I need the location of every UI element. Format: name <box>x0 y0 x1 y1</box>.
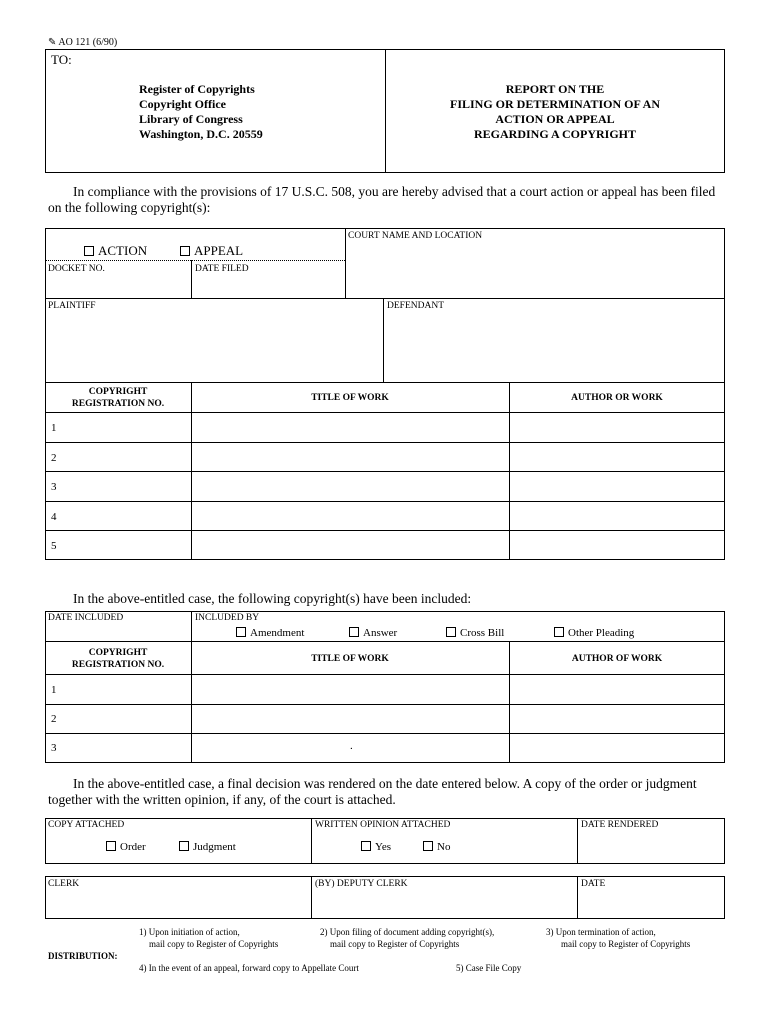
order-label: Order <box>120 841 146 853</box>
no-checkbox[interactable] <box>423 841 450 853</box>
checkbox-icon[interactable] <box>554 627 564 637</box>
table1-top <box>45 382 725 383</box>
date-label: DATE <box>581 879 606 889</box>
parties-divider <box>383 298 384 382</box>
report-title-line: ACTION OR APPEAL <box>495 112 615 126</box>
court-label: COURT NAME AND LOCATION <box>348 231 483 241</box>
col-divider <box>577 818 578 864</box>
row-number: 1 <box>51 422 57 434</box>
report-title-line: REGARDING A COPYRIGHT <box>473 127 637 141</box>
title-header: TITLE OF WORK <box>311 393 389 403</box>
reg-header-2 <box>45 647 191 671</box>
written-opinion-label: WRITTEN OPINION ATTACHED <box>315 820 451 830</box>
other-pleading-checkbox[interactable] <box>554 627 634 639</box>
action-checkbox[interactable] <box>84 243 147 259</box>
reg-header-line: REGISTRATION NO. <box>71 399 165 409</box>
checkbox-icon[interactable] <box>179 841 189 851</box>
row-line <box>45 501 725 502</box>
col-divider <box>577 876 578 919</box>
amendment-label: Amendment <box>250 627 305 639</box>
parties-top <box>45 298 725 299</box>
docket-label: DOCKET NO. <box>48 264 105 274</box>
included-by-label: INCLUDED BY <box>195 613 260 623</box>
address-line: Washington, D.C. 20559 <box>139 127 263 141</box>
distribution-item-1 <box>139 926 278 950</box>
court-divider <box>345 228 346 298</box>
appeal-checkbox[interactable] <box>180 243 243 259</box>
checkbox-icon[interactable] <box>236 627 246 637</box>
address-line: Register of Copyrights <box>139 82 255 96</box>
date-filed-label: DATE FILED <box>195 264 249 274</box>
report-title-line: REPORT ON THE <box>505 82 605 96</box>
distribution-line: mail copy to Register of Copyrights <box>149 939 279 949</box>
address-line: Copyright Office <box>139 97 226 111</box>
row-number: 5 <box>51 540 57 552</box>
table2-header-bottom <box>45 674 725 675</box>
pencil-icon: ✎ <box>48 37 57 48</box>
table2-header-top <box>45 641 725 642</box>
yes-checkbox[interactable] <box>361 841 391 853</box>
plaintiff-label: PLAINTIFF <box>48 301 96 311</box>
judgment-checkbox[interactable] <box>179 841 236 853</box>
included-by-divider <box>191 611 192 763</box>
col-divider <box>191 382 192 560</box>
address-line: Library of Congress <box>139 112 243 126</box>
intro-paragraph <box>48 184 738 216</box>
distribution-item-2 <box>320 926 494 950</box>
defendant-label: DEFENDANT <box>387 301 444 311</box>
intro-line: In compliance with the provisions of 17 U.S.C. 508, you are hereby advised that a court action or appeal has been filed <box>73 184 716 199</box>
distribution-line: mail copy to Register of Copyrights <box>330 939 460 949</box>
header-divider <box>385 49 386 173</box>
date-rendered-label: DATE RENDERED <box>581 820 659 830</box>
decision-line: In the above-entitled case, a final decision was rendered on the date entered below. A copy of the order or judgment <box>73 776 697 791</box>
form-id-text: AO 121 (6/90) <box>58 37 118 48</box>
form-id <box>48 37 117 48</box>
judgment-label: Judgment <box>193 841 236 853</box>
cross-bill-checkbox[interactable] <box>446 627 504 639</box>
checkbox-icon[interactable] <box>180 246 190 256</box>
row-line <box>45 471 725 472</box>
row-number: 4 <box>51 511 57 523</box>
distribution-item-5: 5) Case File Copy <box>456 963 522 973</box>
distribution-line: mail copy to Register of Copyrights <box>561 939 691 949</box>
checkbox-icon[interactable] <box>361 841 371 851</box>
row-line <box>45 704 725 705</box>
checkbox-icon[interactable] <box>349 627 359 637</box>
action-divider <box>45 260 345 261</box>
row-line <box>45 530 725 531</box>
report-title-line: FILING OR DETERMINATION OF AN <box>449 97 661 111</box>
author-header-2: AUTHOR OF WORK <box>571 654 663 664</box>
date-included-label: DATE INCLUDED <box>48 613 124 623</box>
row-number: 1 <box>51 684 57 696</box>
distribution-line: 3) Upon termination of action, <box>546 927 656 937</box>
table1-header-bottom <box>45 412 725 413</box>
row3-mark: . <box>350 740 353 752</box>
checkbox-icon[interactable] <box>84 246 94 256</box>
intro-line: on the following copyright(s): <box>48 200 211 215</box>
title-header-2: TITLE OF WORK <box>311 654 389 664</box>
no-label: No <box>437 841 451 853</box>
clerk-label: CLERK <box>48 879 80 889</box>
cross-bill-label: Cross Bill <box>460 627 505 639</box>
distribution-label: DISTRIBUTION: <box>48 951 118 961</box>
copy-attached-label: COPY ATTACHED <box>48 820 125 830</box>
amendment-checkbox[interactable] <box>236 627 304 639</box>
distribution-item-3 <box>546 926 690 950</box>
row-number: 2 <box>51 713 57 725</box>
col-divider <box>311 818 312 864</box>
decision-paragraph <box>48 776 738 808</box>
checkbox-icon[interactable] <box>446 627 456 637</box>
reg-header-line: COPYRIGHT <box>88 648 148 658</box>
row-number: 2 <box>51 452 57 464</box>
included-paragraph: In the above-entitled case, the following copyright(s) have been included: <box>73 591 472 606</box>
reg-header-line: COPYRIGHT <box>88 387 148 397</box>
yes-label: Yes <box>375 841 392 853</box>
addressee-block <box>139 82 263 142</box>
row-line <box>45 442 725 443</box>
appeal-label: APPEAL <box>194 243 244 258</box>
docket-divider <box>191 260 192 298</box>
distribution-line: 2) Upon filing of document adding copyright(s), <box>320 927 495 937</box>
reg-header <box>45 386 191 410</box>
row-number: 3 <box>51 481 57 493</box>
order-checkbox[interactable] <box>106 841 146 853</box>
checkbox-icon[interactable] <box>423 841 433 851</box>
answer-checkbox[interactable] <box>349 627 397 639</box>
report-title <box>390 82 720 142</box>
row-line <box>45 733 725 734</box>
col-divider <box>509 382 510 560</box>
other-pleading-label: Other Pleading <box>568 627 635 639</box>
to-label: TO: <box>51 52 72 67</box>
col-divider <box>311 876 312 919</box>
deputy-clerk-label: (BY) DEPUTY CLERK <box>315 879 408 889</box>
author-header: AUTHOR OR WORK <box>571 393 663 403</box>
distribution-line: 1) Upon initiation of action, <box>139 927 240 937</box>
distribution-item-4: 4) In the event of an appeal, forward copy to Appellate Court <box>139 963 359 973</box>
decision-line: together with the written opinion, if any, of the court is attached. <box>48 792 396 807</box>
row-number: 3 <box>51 742 57 754</box>
reg-header-line: REGISTRATION NO. <box>71 660 165 670</box>
action-label: ACTION <box>98 243 148 258</box>
answer-label: Answer <box>363 627 398 639</box>
checkbox-icon[interactable] <box>106 841 116 851</box>
